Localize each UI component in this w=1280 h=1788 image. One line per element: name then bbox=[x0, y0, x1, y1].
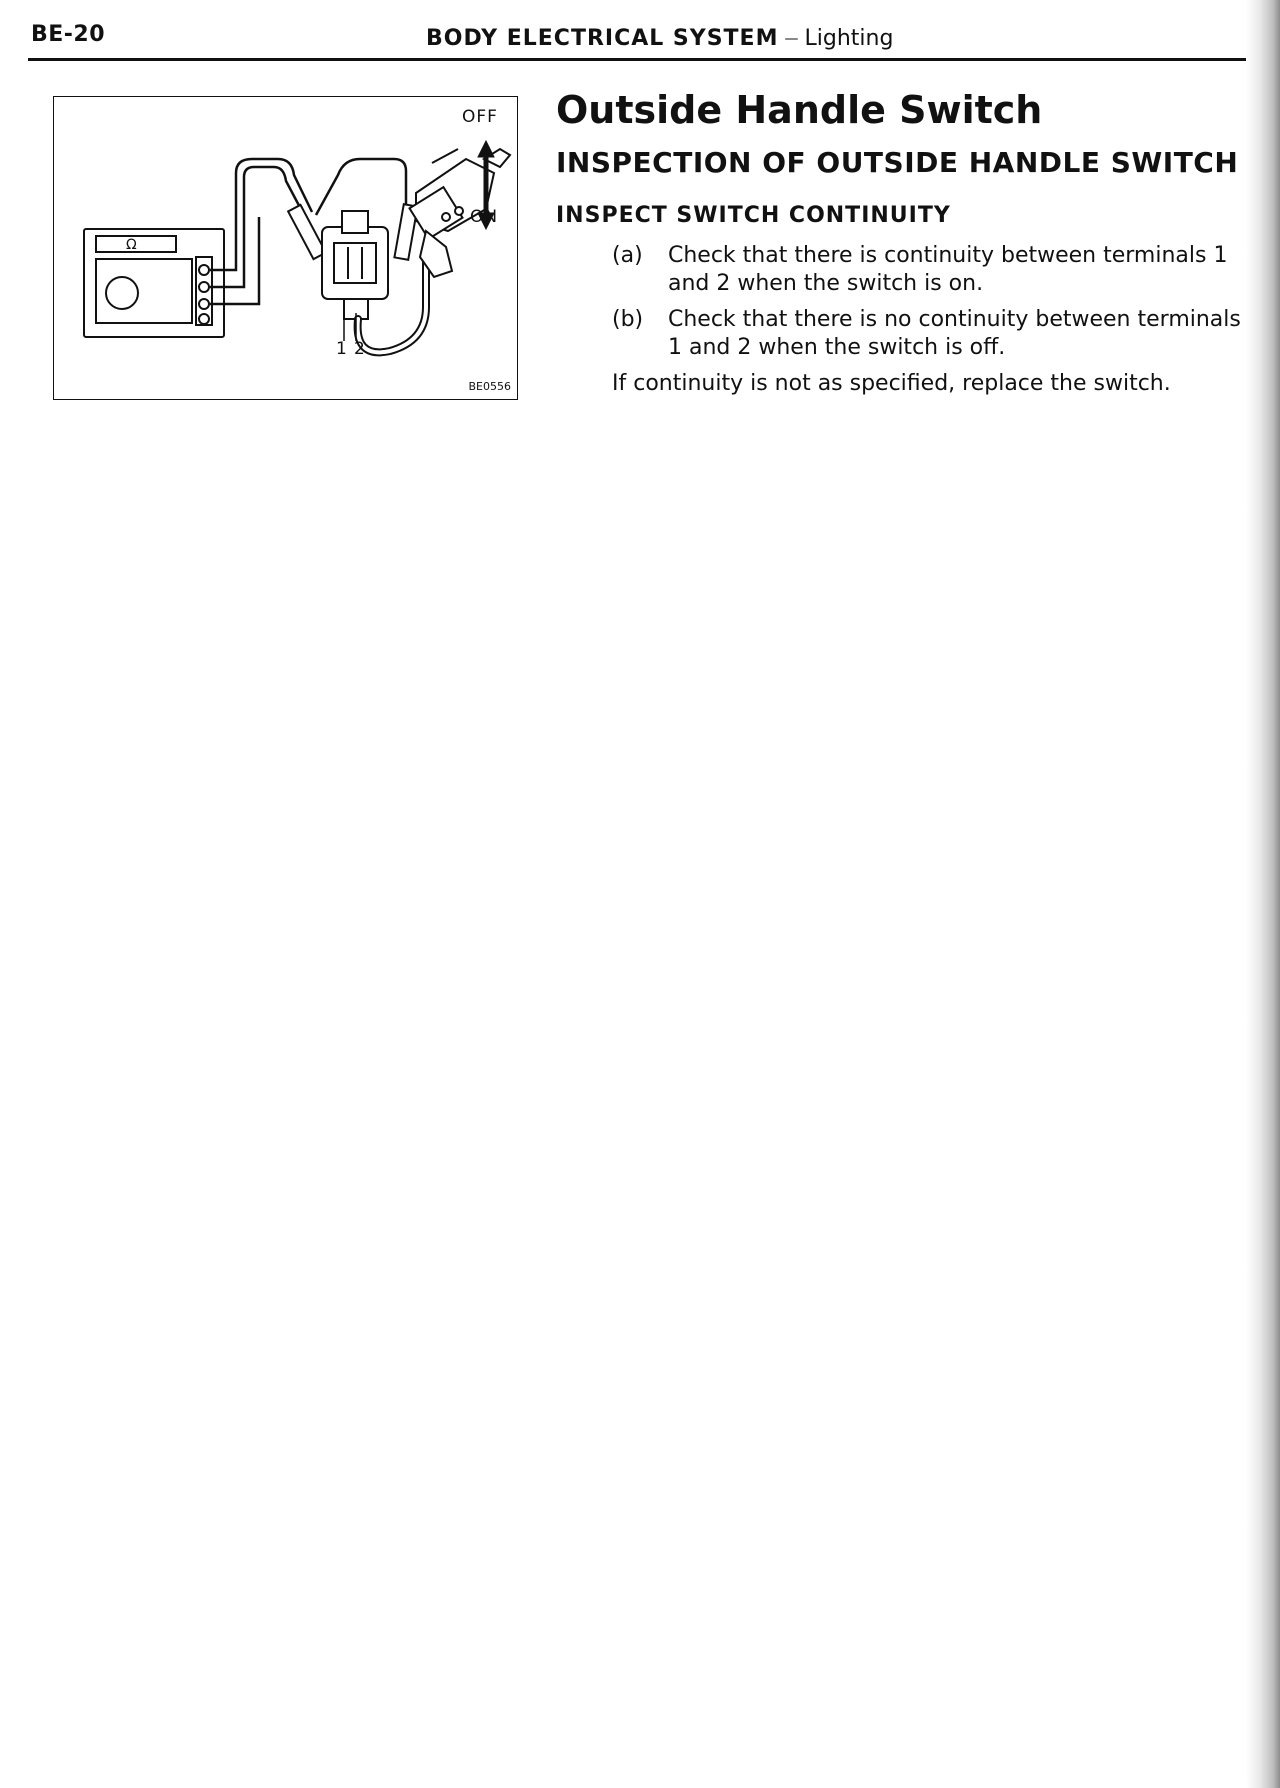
terminal-1-label: 1 bbox=[336, 339, 348, 359]
step-title: INSPECT SWITCH CONTINUITY bbox=[556, 203, 951, 228]
replacement-note: If continuity is not as specified, replace the switch. bbox=[612, 371, 1171, 396]
figure-code: BE0556 bbox=[468, 380, 511, 393]
section-title: Outside Handle Switch bbox=[556, 88, 1043, 132]
header-separator: — bbox=[784, 31, 799, 47]
ohm-symbol: Ω bbox=[126, 237, 138, 253]
header-section: BODY ELECTRICAL SYSTEM bbox=[426, 26, 779, 51]
page-header-title bbox=[426, 26, 893, 51]
item-text: Check that there is no continuity between terminals 1 and 2 when the switch is off. bbox=[668, 307, 1241, 360]
inspection-subtitle: INSPECTION OF OUTSIDE HANDLE SWITCH bbox=[556, 146, 1239, 179]
item-text: Check that there is continuity between terminals 1 and 2 when the switch is on. bbox=[668, 243, 1228, 296]
binding-edge-shadow bbox=[1246, 0, 1280, 1788]
inspection-figure bbox=[53, 96, 518, 400]
switch-diagram-illustration bbox=[54, 97, 519, 401]
page-number: BE-20 bbox=[31, 22, 106, 47]
switch-connector-icon bbox=[322, 211, 388, 319]
item-label: (b) bbox=[612, 307, 644, 332]
header-subsection: Lighting bbox=[804, 26, 894, 51]
ohmmeter-icon bbox=[84, 229, 224, 337]
item-label: (a) bbox=[612, 243, 643, 268]
on-label: ON bbox=[470, 207, 499, 227]
header-rule bbox=[28, 58, 1252, 61]
off-label: OFF bbox=[462, 107, 498, 127]
terminal-2-label: 2 bbox=[354, 339, 366, 359]
